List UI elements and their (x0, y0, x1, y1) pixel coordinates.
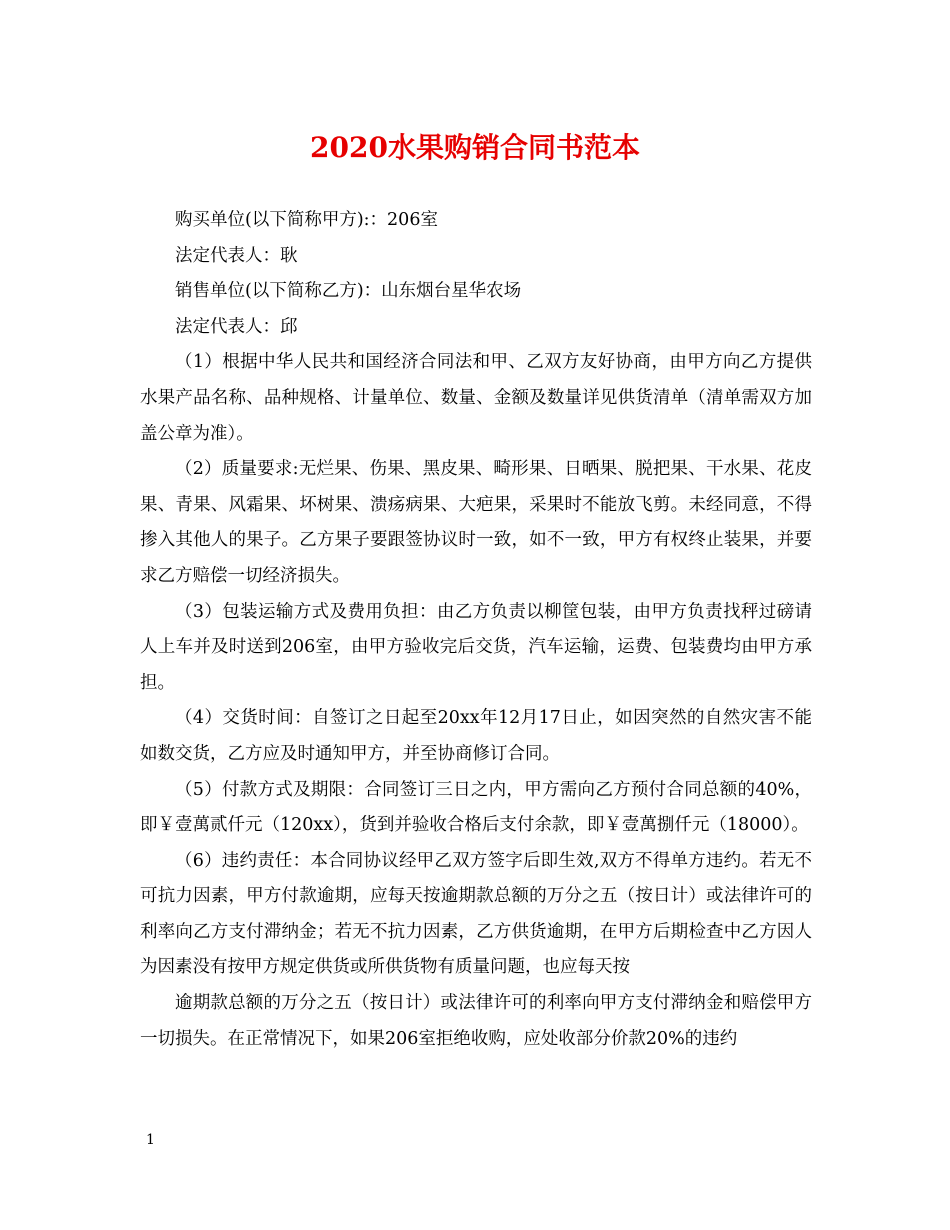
clause-2: （2）质量要求:无烂果、伤果、黑皮果、畸形果、日晒果、脱把果、干水果、花皮果、青果、风霜果、坏树果、溃疡病果、大疤果，采果时不能放飞剪。未经同意，不得掺入其他人的果子。乙方果子要跟签协议时一致，如不一致，甲方有权终止装果，并要求乙方赔偿一切经济损失。 (140, 459, 812, 586)
buyer-unit-line: 购买单位(以下简称甲方):：206室 (175, 210, 438, 230)
document-body (140, 203, 812, 1057)
clause-6: （6）违约责任：本合同协议经甲乙双方签字后即生效,双方不得单方违约。若无不可抗力因素，甲方付款逾期，应每天按逾期款总额的万分之五（按日计）或法律许可的利率向乙方支付滞纳金；若无不抗力因素，乙方供货逾期，在甲方后期检查中乙方因人为因素没有按甲方规定供货或所供货物有质量问题，也应每天按 (140, 850, 812, 978)
seller-unit-line: 销售单位(以下简称乙方)：山东烟台星华农场 (175, 281, 522, 302)
page-number: 1 (146, 1132, 155, 1148)
clause-4: （4）交货时间：自签订之日起至20xx年12月17日止，如因突然的自然灾害不能如数交货，乙方应及时通知甲方，并至协商修订合同。 (140, 708, 812, 764)
buyer-representative-line: 法定代表人：耿 (175, 245, 298, 266)
clause-1: （1）根据中华人民共和国经济合同法和甲、乙双方友好协商，由甲方向乙方提供水果产品名称、品种规格、计量单位、数量、金额及数量详见供货清单（清单需双方加盖公章为准）。 (140, 352, 812, 444)
clause-3: （3）包装运输方式及费用负担：由乙方负责以柳筐包装，由甲方负责找秤过磅请人上车并及时送到206室，由甲方验收完后交货，汽车运输，运费、包装费均由甲方承担。 (140, 601, 812, 693)
clause-6-continuation: 逾期款总额的万分之五（按日计）或法律许可的利率向甲方支付滞纳金和赔偿甲方一切损失。在正常情况下，如果206室拒绝收购，应处收部分价款20%的违约 (140, 993, 812, 1049)
clause-5: （5）付款方式及期限：合同签订三日之内，甲方需向乙方预付合同总额的40%，即￥壹萬贰仟元（120xx），货到并验收合格后支付余款，即￥壹萬捌仟元（18000）。 (140, 779, 812, 836)
document-title: 2020水果购销合同书范本 (310, 131, 640, 164)
seller-representative-line: 法定代表人：邱 (175, 316, 298, 337)
